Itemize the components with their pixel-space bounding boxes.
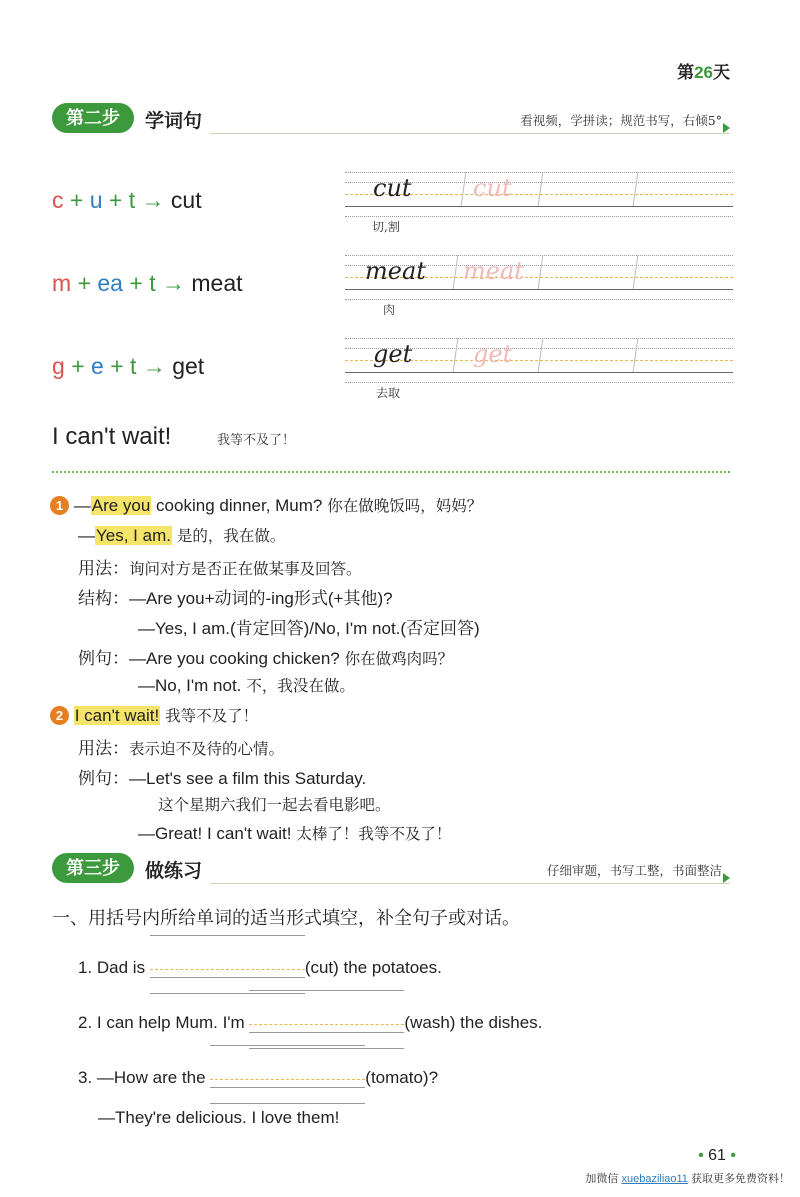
step2-badge: 第二步 bbox=[52, 103, 134, 133]
exercise-item-3: 3. —How are the (tomato)? bbox=[78, 1067, 438, 1088]
step3-rule bbox=[210, 883, 730, 884]
step3-note: 仔细审题，书写工整，书面整洁 bbox=[546, 863, 722, 878]
writing-grid-get[interactable] bbox=[345, 338, 733, 382]
meaning-get: 去取 bbox=[376, 386, 401, 400]
point1-structure: 结构：—Are you+动词的-ing形式(+其他)? bbox=[78, 589, 393, 608]
watermark-id: xuebaziliao11 bbox=[621, 1173, 688, 1185]
phonics-formula-get: g + e + t → get bbox=[52, 353, 205, 379]
word-cut: cut bbox=[373, 174, 412, 202]
step2-title: 学词句 bbox=[145, 111, 203, 132]
trace-meat: meat bbox=[463, 257, 524, 285]
day-number: 26 bbox=[694, 63, 713, 82]
exercise-item-1: 1. Dad is (cut) the potatoes. bbox=[78, 957, 442, 978]
step3-title: 做练习 bbox=[145, 861, 203, 882]
trace-get: get bbox=[473, 340, 513, 368]
point2-example-1-cn: 这个星期六我们一起去看电影吧。 bbox=[158, 796, 391, 814]
point1-example-q: 例句：—Are you cooking chicken? 你在做鸡肉吗？ bbox=[78, 649, 454, 668]
writing-grid-cut[interactable] bbox=[345, 172, 733, 216]
word-get: get bbox=[373, 340, 413, 368]
meaning-meat: 肉 bbox=[383, 303, 396, 317]
point-number-1: 1 bbox=[50, 496, 69, 515]
key-sentence: I can't wait! bbox=[52, 423, 172, 450]
point2-title: 2 I can't wait! 我等不及了！ bbox=[50, 704, 258, 726]
phonics-formula-meat: m + ea + t → meat bbox=[52, 270, 243, 296]
answer-blank-2[interactable] bbox=[249, 1012, 404, 1032]
exercise-item-2: 2. I can help Mum. I'm (wash) the dishes. bbox=[78, 1012, 542, 1033]
watermark: 加微信 xuebaziliao11 获取更多免费资料！ bbox=[585, 1173, 790, 1185]
phonics-formula-cut: c + u + t → cut bbox=[52, 187, 202, 213]
point1-answer: —Yes, I am. 是的，我在做。 bbox=[78, 526, 286, 545]
point2-example-1: 例句：—Let's see a film this Saturday. bbox=[78, 769, 367, 788]
exercise-item-3-reply: —They're delicious. I love them! bbox=[98, 1108, 340, 1127]
step3-badge: 第三步 bbox=[52, 853, 134, 883]
answer-blank-3[interactable] bbox=[210, 1067, 365, 1087]
arrow-icon: → bbox=[141, 187, 165, 213]
section-divider bbox=[52, 471, 730, 473]
arrow-icon: → bbox=[142, 353, 166, 379]
page-number: • 61 • bbox=[698, 1147, 736, 1164]
exercise-title: 一、用括号内所给单词的适当形式填空，补全句子或对话。 bbox=[52, 908, 520, 928]
meaning-cut: 切,割 bbox=[372, 220, 400, 234]
trace-cut: cut bbox=[473, 174, 512, 202]
key-sentence-cn: 我等不及了！ bbox=[217, 433, 296, 448]
word-meat: meat bbox=[365, 257, 426, 285]
answer-blank-1[interactable] bbox=[150, 957, 305, 977]
step2-rule bbox=[210, 133, 730, 134]
arrow-icon: → bbox=[161, 270, 185, 296]
point1-usage: 用法：询问对方是否正在做某事及回答。 bbox=[78, 559, 362, 578]
point2-example-2: —Great! I can't wait! 太棒了！我等不及了！ bbox=[138, 824, 452, 843]
point1-example-a: —No, I'm not. 不，我没在做。 bbox=[138, 676, 355, 695]
point1-question: 1 —Are you cooking dinner, Mum? 你在做晚饭吗，妈妈？ bbox=[50, 494, 482, 516]
point1-structure-answer: —Yes, I am.(肯定回答)/No, I'm not.(否定回答) bbox=[138, 619, 480, 638]
point2-usage: 用法：表示迫不及待的心情。 bbox=[78, 739, 285, 758]
step2-note: 看视频，学拼读；规范书写，右倾5° bbox=[520, 113, 722, 128]
corner-triangle-icon bbox=[723, 873, 730, 883]
corner-triangle-icon bbox=[723, 123, 730, 133]
writing-grid-meat[interactable] bbox=[345, 255, 733, 299]
point-number-2: 2 bbox=[50, 706, 69, 725]
day-label: 第26天 bbox=[677, 63, 730, 82]
